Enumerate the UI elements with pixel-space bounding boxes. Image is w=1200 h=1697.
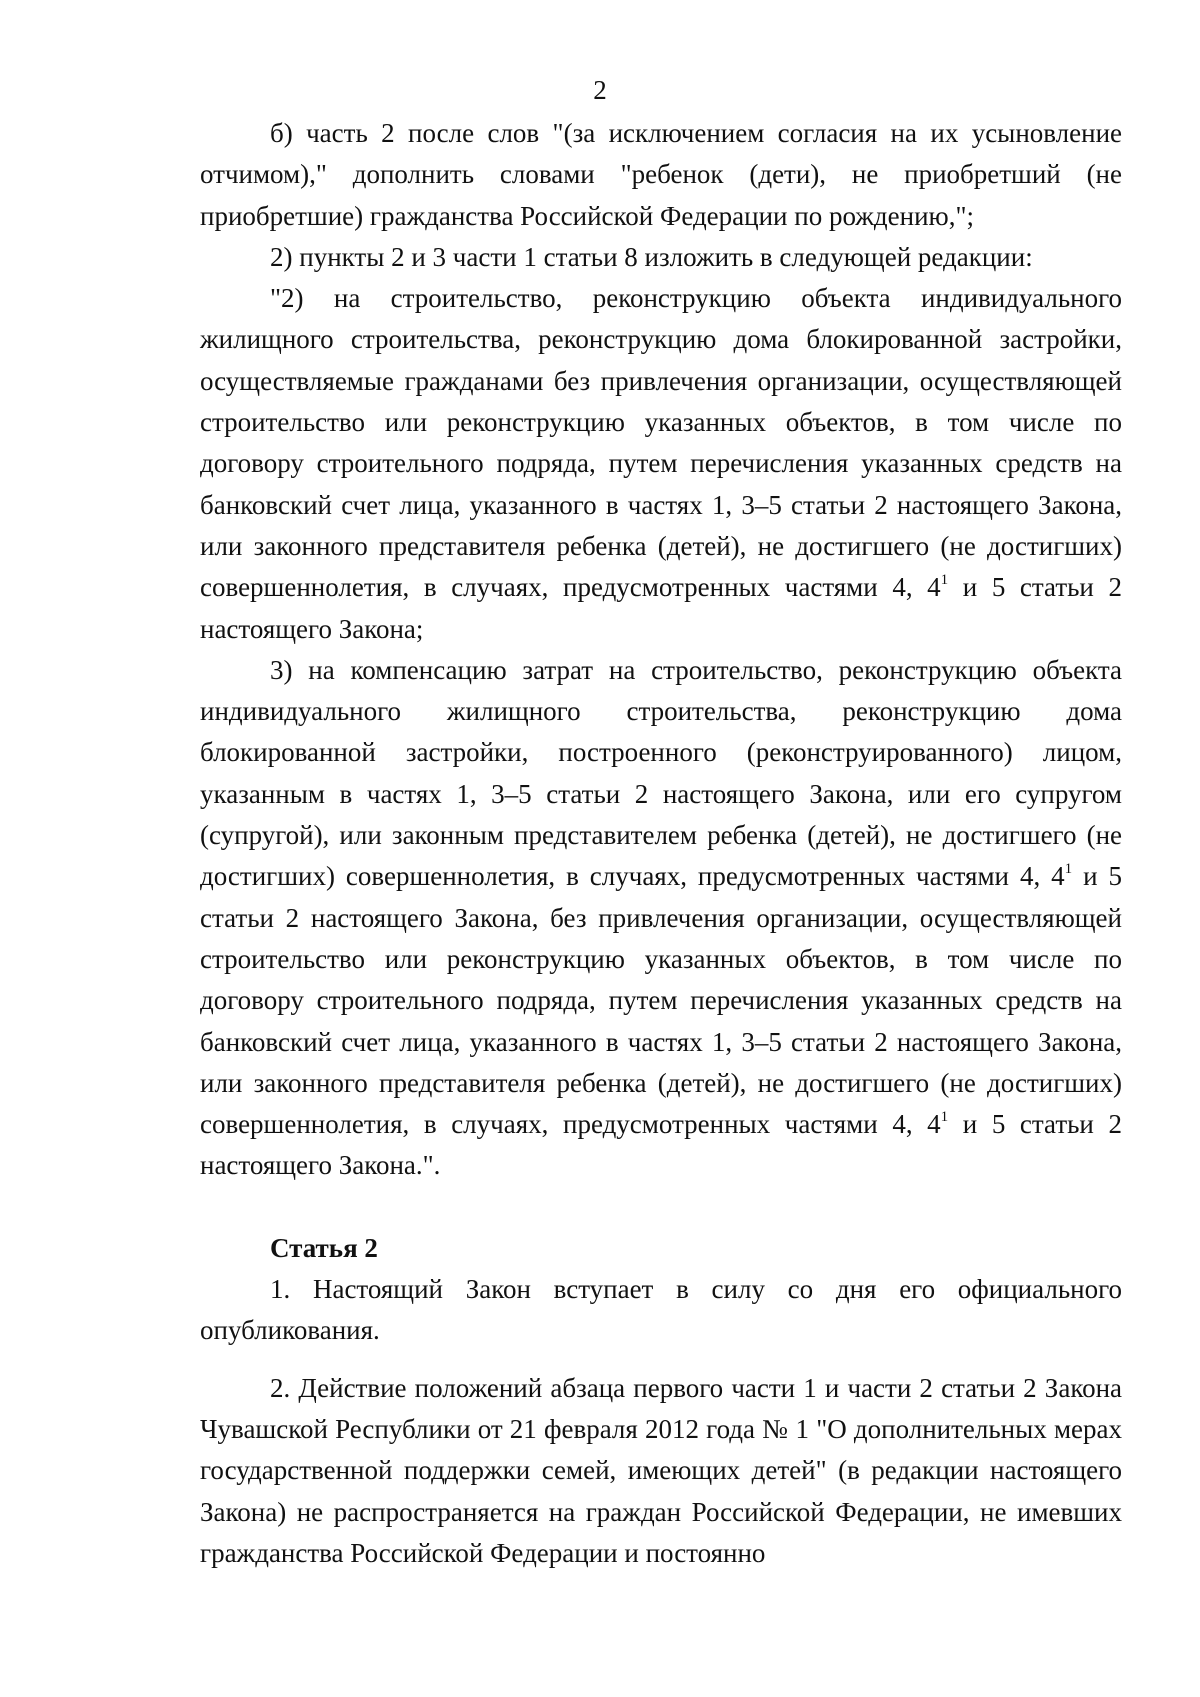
paragraph-article-2-part-1: 1. Настоящий Закон вступает в силу со дня его официального опубликования. xyxy=(200,1274,1122,1346)
page-number: 2 xyxy=(593,75,607,105)
paragraph-item-2: 2) пункты 2 и 3 части 1 статьи 8 изложить в следующей редакции: xyxy=(270,241,1033,272)
paragraph-point-3-middle: и 5 статьи 2 настоящего Закона, без привлечения организации, осуществляющей строительство или реконструкцию указанных объектов, в том числе по договору строительного подряда, путем перечисления указанных средств на банковский счет лица, указанного в частях 1, 3–5 статьи 2 настоящего Закона, или законного представителя ребенка (детей), не достигшего (не достигших) совершеннолетия, в случаях, предусмотренных частями 4, 4 xyxy=(200,861,1123,1140)
paragraph-point-3 xyxy=(200,650,1122,1187)
superscript: 1 xyxy=(940,572,949,589)
paragraph-b-part-2: б) часть 2 после слов "(за исключением согласия на их усыновление отчимом)," дополнить словами "ребенок (дети), не приобретший (не приобретшие) гражданства Российской Федерации по рождению,"; xyxy=(200,118,1122,231)
article-heading: Статья 2 xyxy=(270,1232,378,1263)
paragraph-article-2-part-2: 2. Действие положений абзаца первого части 1 и части 2 статьи 2 Закона Чувашской Республики от 21 февраля 2012 года № 1 "О дополнительных мерах государственной поддержки семей, имеющих детей" (в редакции настоящего Закона) не распространяется на граждан Российской Федерации, не имевших гражданства Российской Федерации и постоянно xyxy=(200,1372,1122,1568)
paragraph-point-2 xyxy=(200,278,1122,650)
superscript: 1 xyxy=(1064,861,1073,878)
superscript: 1 xyxy=(940,1109,949,1126)
paragraph-point-2-tail: и 5 статьи 2 настоящего Закона; xyxy=(200,572,1122,644)
paragraph-point-2-text: "2) на строительство, реконструкцию объекта индивидуального жилищного строительства, реконструкцию дома блокированной застройки, осуществляемые гражданами без привлечения организации, осуществляющей строительство или реконструкцию указанных объектов, в том числе по договору строительного подряда, путем перечисления указанных средств на банковский счет лица, указанного в частях 1, 3–5 статьи 2 настоящего Закона, или законного представителя ребенка (детей), не достигшего (не достигших) совершеннолетия, в случаях, предусмотренных частями 4, 4 xyxy=(200,283,1122,603)
paragraph-point-3-text: 3) на компенсацию затрат на строительство, реконструкцию объекта индивидуального жилищного строительства, реконструкцию дома блокированной застройки, построенного (реконструированного) лицом, указанным в частях 1, 3–5 статьи 2 настоящего Закона, или его супругом (супругой), или законным представителем ребенка (детей), не достигшего (не достигших) совершеннолетия, в случаях, предусмотренных частями 4, 4 xyxy=(200,654,1122,892)
paragraph-point-3-tail: и 5 статьи 2 настоящего Закона.". xyxy=(200,1109,1122,1181)
document-body xyxy=(200,113,1122,1574)
